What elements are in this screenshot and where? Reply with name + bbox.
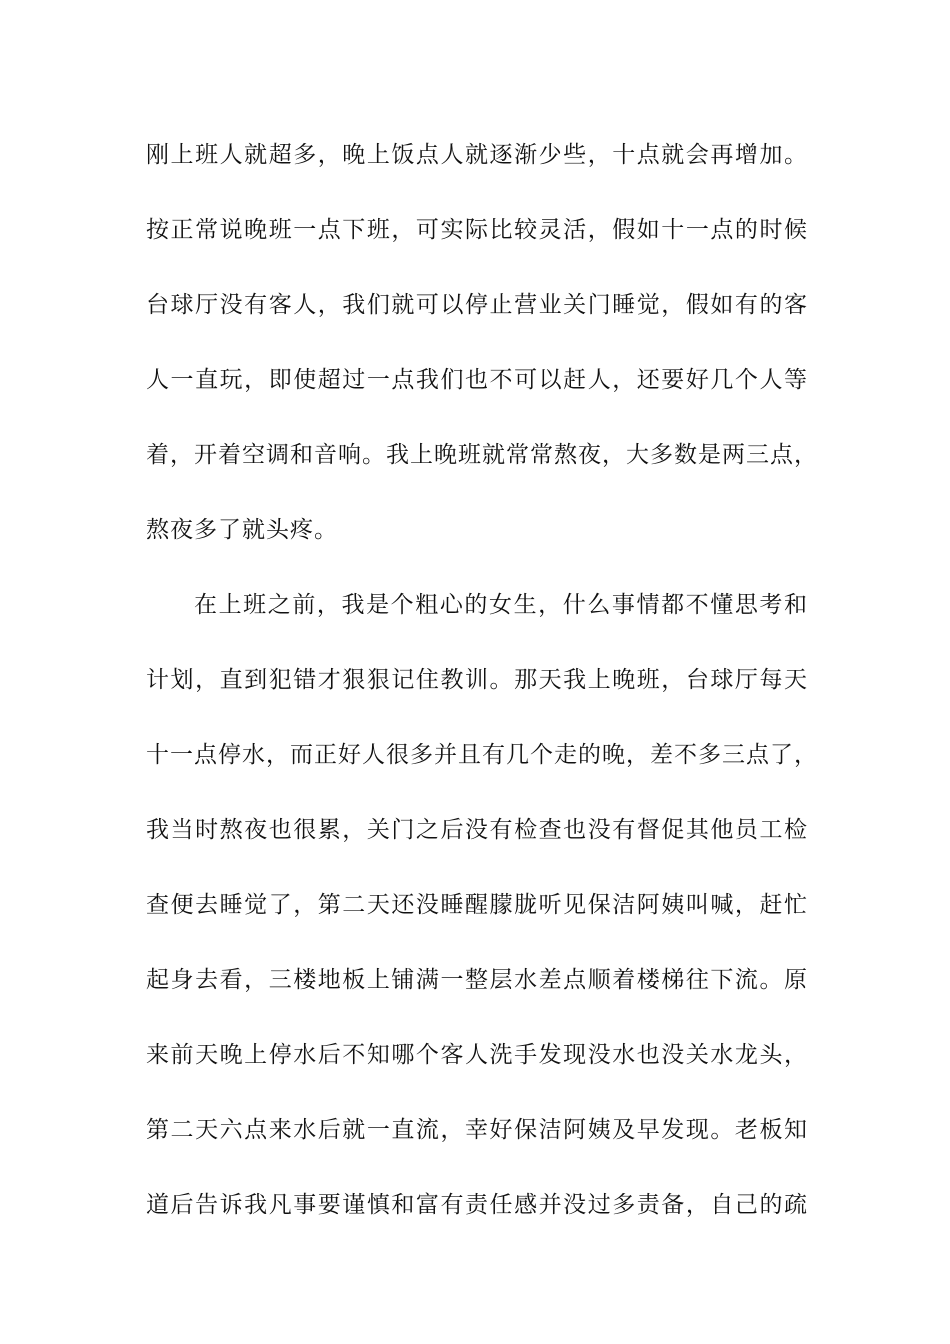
- text-line: 道后告诉我凡事要谨慎和富有责任感并没过多责备，自己的疏: [146, 1192, 808, 1218]
- text-line: 起身去看，三楼地板上铺满一整层水差点顺着楼梯往下流。原: [146, 967, 808, 993]
- text-line: 来前天晚上停水后不知哪个客人洗手发现没水也没关水龙头，: [146, 1042, 808, 1068]
- text-line: 十一点停水，而正好人很多并且有几个走的晚，差不多三点了，: [146, 742, 818, 768]
- text-line: 着，开着空调和音响。我上晚班就常常熬夜，大多数是两三点，: [146, 442, 818, 468]
- text-line: 我当时熬夜也很累，关门之后没有检查也没有督促其他员工检: [146, 817, 808, 843]
- text-line: 按正常说晚班一点下班，可实际比较灵活，假如十一点的时候: [146, 217, 808, 243]
- text-line: 查便去睡觉了，第二天还没睡醒朦胧听见保洁阿姨叫喊，赶忙: [146, 892, 808, 918]
- text-line: 人一直玩，即使超过一点我们也不可以赶人，还要好几个人等: [146, 367, 808, 393]
- body-text: [146, 133, 818, 1258]
- text-line: 台球厅没有客人，我们就可以停止营业关门睡觉，假如有的客: [146, 292, 808, 318]
- text-line: 刚上班人就超多，晚上饭点人就逐渐少些，十点就会再增加。: [146, 142, 808, 168]
- text-line: 熬夜多了就头疼。: [146, 517, 338, 543]
- text-line: 计划，直到犯错才狠狠记住教训。那天我上晚班，台球厅每天: [146, 667, 808, 693]
- text-line: 第二天六点来水后就一直流，幸好保洁阿姨及早发现。老板知: [146, 1117, 808, 1143]
- text-line-indented: 在上班之前，我是个粗心的女生，什么事情都不懂思考和: [194, 592, 808, 618]
